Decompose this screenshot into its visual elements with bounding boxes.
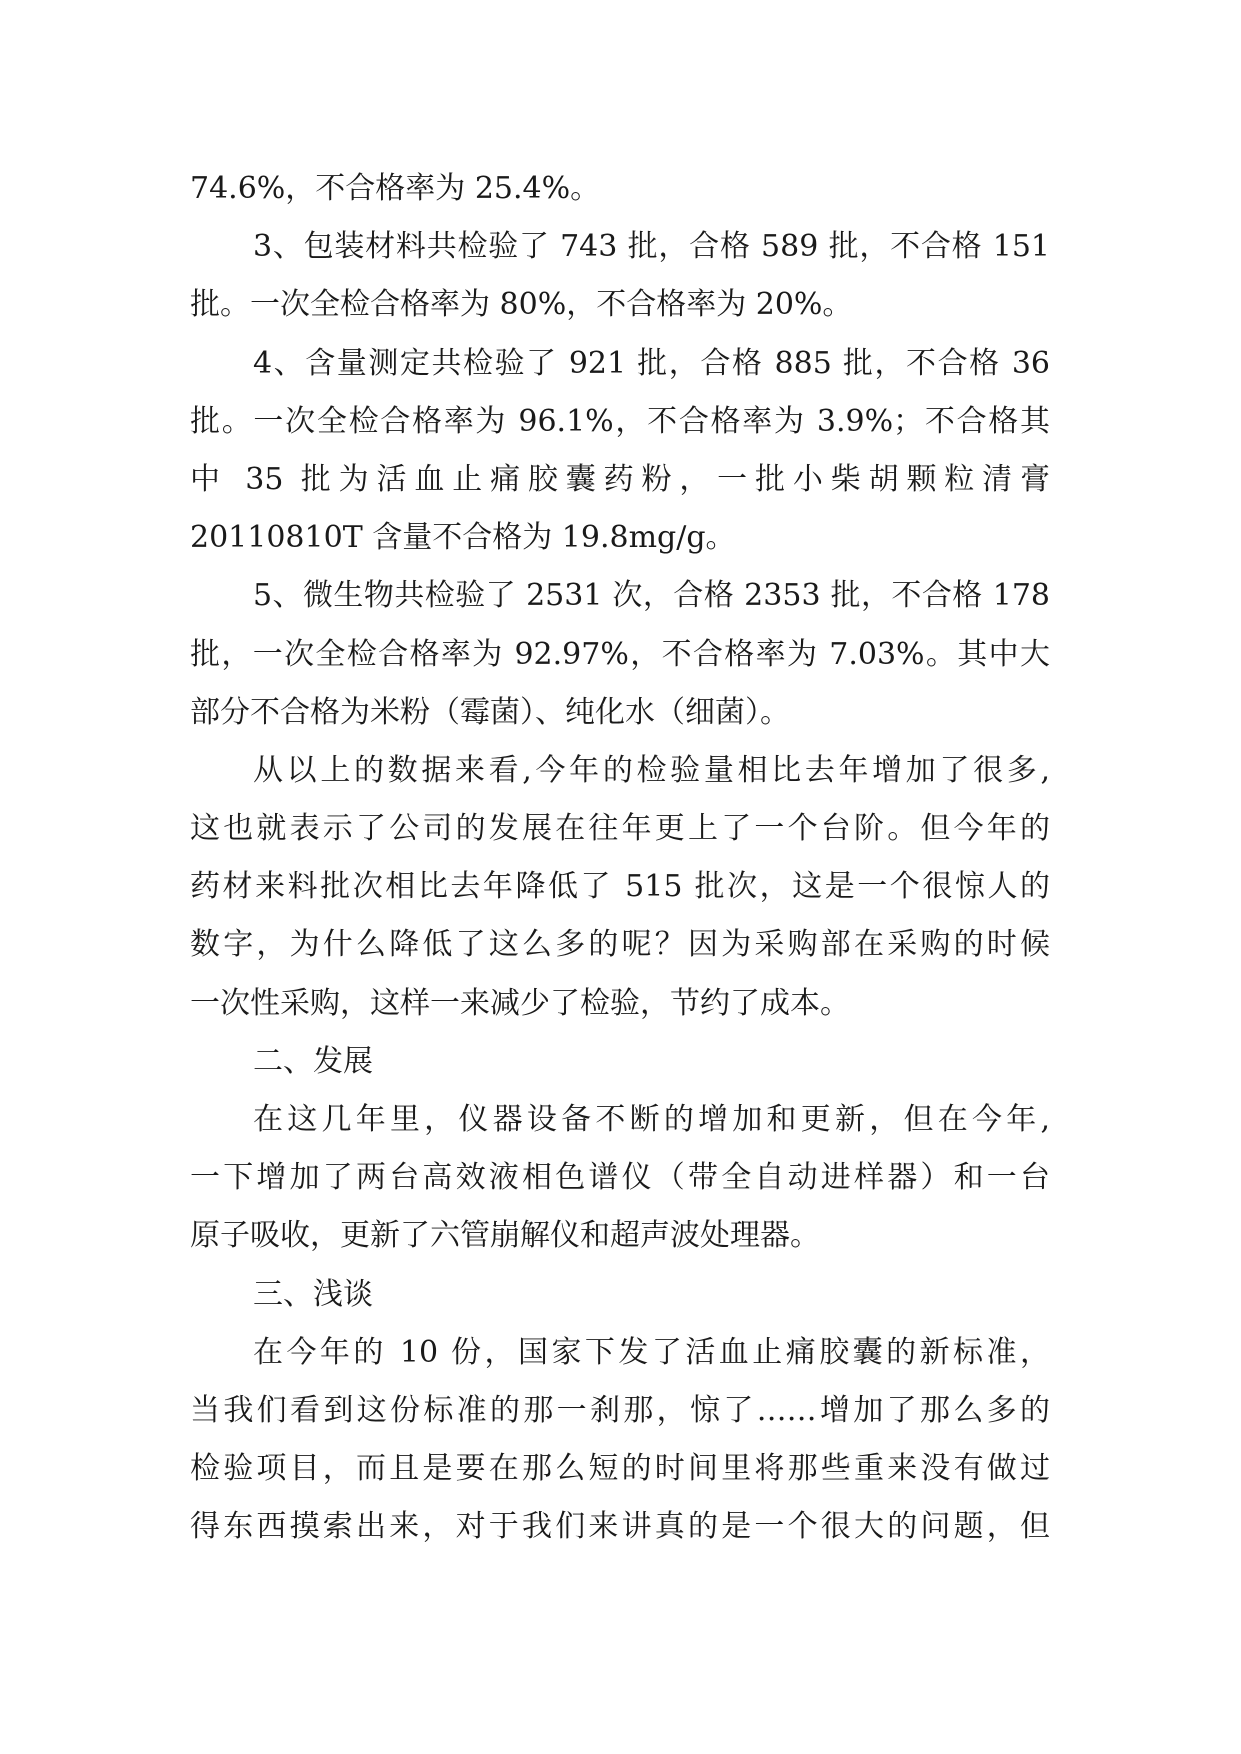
paragraph-packaging: 3、包装材料共检验了 743 批，合格 589 批，不合格 151 xyxy=(253,229,1050,265)
text-line: 这也就表示了公司的发展在往年更上了一个台阶。但今年的 xyxy=(190,811,1050,847)
text-line: 批，一次全检合格率为 92.97%，不合格率为 7.03%。其中大 xyxy=(190,636,1050,672)
text-line: 中 35 批为活血止痛胶囊药粉，一批小柴胡颗粒清膏 xyxy=(190,461,1050,497)
text-line: 批。一次全检合格率为 96.1%，不合格率为 3.9%；不合格其 xyxy=(190,403,1050,439)
text-line: 原子吸收，更新了六管崩解仪和超声波处理器。 xyxy=(190,1218,820,1254)
section-heading-discussion: 三、浅谈 xyxy=(253,1276,373,1312)
text-line: 数字，为什么降低了这么多的呢？因为采购部在采购的时候 xyxy=(190,927,1050,963)
paragraph-discussion: 在今年的 10 份，国家下发了活血止痛胶囊的新标准， xyxy=(253,1334,1050,1370)
paragraph-microbiology: 5、微生物共检验了 2531 次，合格 2353 批，不合格 178 xyxy=(253,578,1050,614)
text-line: 一次性采购，这样一来减少了检验，节约了成本。 xyxy=(190,985,850,1021)
text-line: 批。一次全检合格率为 80%，不合格率为 20%。 xyxy=(190,287,853,323)
text-line: 部分不合格为米粉（霉菌）、纯化水（细菌）。 xyxy=(190,694,790,730)
section-heading-development: 二、发展 xyxy=(253,1043,373,1079)
text-line: 得东西摸索出来，对于我们来讲真的是一个很大的问题，但 xyxy=(190,1509,1050,1545)
paragraph-content-test: 4、含量测定共检验了 921 批，合格 885 批，不合格 36 xyxy=(253,345,1050,381)
text-line: 检验项目，而且是要在那么短的时间里将那些重来没有做过 xyxy=(190,1451,1050,1487)
paragraph-development: 在这几年里，仪器设备不断的增加和更新，但在今年, xyxy=(253,1102,1050,1137)
text-line: 一下增加了两台高效液相色谱仪（带全自动进样器）和一台 xyxy=(190,1160,1050,1196)
text-line: 药材来料批次相比去年降低了 515 批次，这是一个很惊人的 xyxy=(190,869,1050,905)
text-line: 74.6%，不合格率为 25.4%。 xyxy=(190,171,601,206)
paragraph-summary: 从以上的数据来看,今年的检验量相比去年增加了很多, xyxy=(253,752,1050,788)
text-line: 20110810T 含量不合格为 19.8mg/g。 xyxy=(190,520,736,556)
text-line: 当我们看到这份标准的那一刹那，惊了……增加了那么多的 xyxy=(190,1392,1050,1428)
document-body xyxy=(190,160,1050,1557)
